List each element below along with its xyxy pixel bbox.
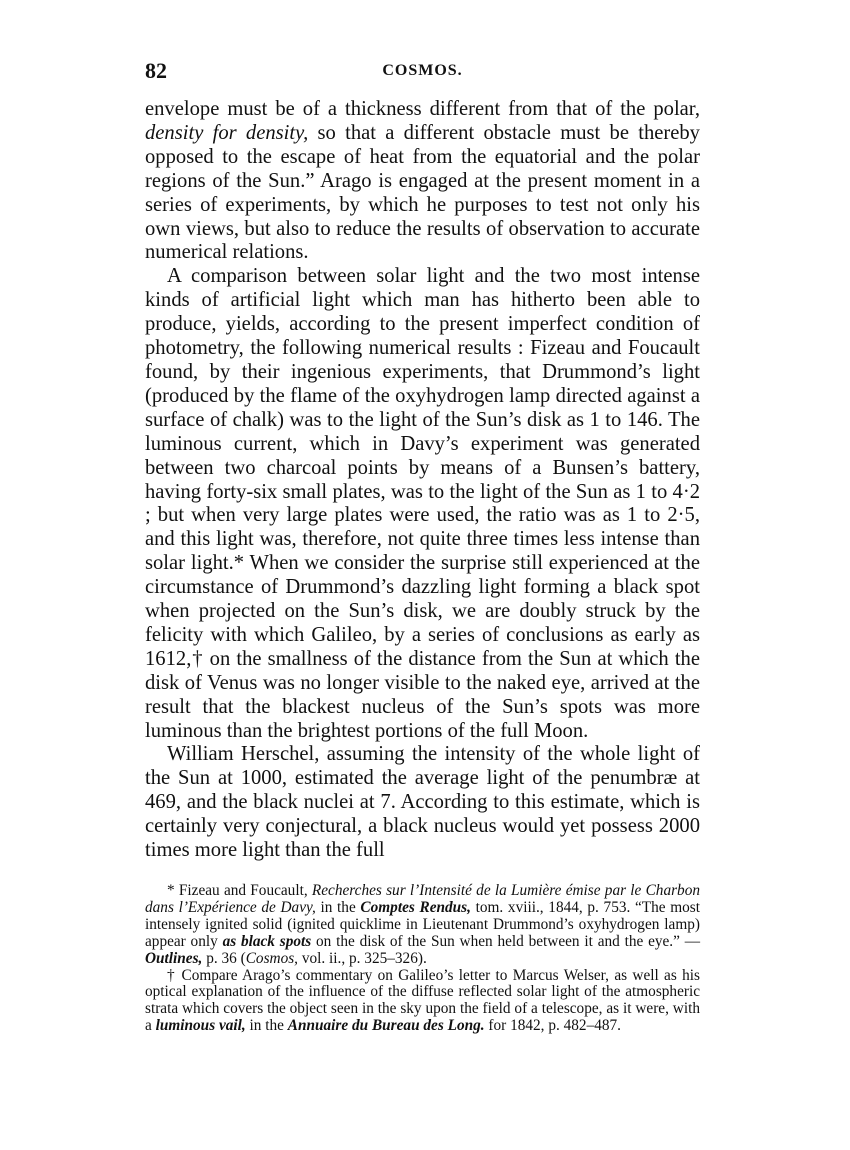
footnote-1-italic-e: Cosmos, bbox=[245, 949, 299, 967]
paragraph-1-italic: density for density, bbox=[145, 121, 309, 144]
footnote-1-text-b: in the bbox=[315, 898, 361, 916]
footnote-2-text-a: † Compare Arago’s commentary on Galileo’s letter to Marcus Welser, as well as his optical explanation of the influence of the diffuse reflected solar light of the atmospheric strata which covers the object seen in the sky upon the field of a telescope, as it were, with a bbox=[145, 966, 700, 1035]
footnote-1-italic-c: as black spots bbox=[222, 932, 312, 950]
footnote-2-italic-a: luminous vail, bbox=[155, 1017, 246, 1035]
paragraph-1 bbox=[145, 98, 700, 265]
footnote-1-text-e: p. 36 ( bbox=[202, 949, 246, 967]
page-number: 82 bbox=[145, 58, 167, 83]
footnote-1-italic-d: Outlines, bbox=[145, 949, 203, 967]
footnote-dagger bbox=[145, 968, 700, 1036]
paragraph-1-text-b: so that a different obstacle must be thereby opposed to the escape of heat from the equatorial and the polar regions of the Sun.” Arago is engaged at the present moment in a series of experiments, by which he purposes to test not only his own views, but also to reduce the results of observation to accurate numerical relations. bbox=[145, 121, 700, 264]
page-header bbox=[145, 58, 700, 82]
footnote-1-text-c: tom. xviii., 1844, p. 753. “The most intensely ignited solid (ignited quicklime in Lieutenant Drummond’s oxyhydrogen lamp) appear only bbox=[145, 898, 701, 950]
footnote-2-italic-b: Annuaire du Bureau des Long. bbox=[287, 1017, 485, 1035]
main-text bbox=[145, 98, 700, 863]
footnote-1-text-a: * Fizeau and Foucault, bbox=[167, 882, 312, 899]
footnote-asterisk bbox=[145, 883, 700, 968]
running-title: COSMOS. bbox=[382, 62, 463, 79]
footnotes bbox=[145, 883, 700, 1035]
footnote-2-text-c: for 1842, p. 482–487. bbox=[484, 1017, 621, 1035]
footnote-1-italic-b: Comptes Rendus, bbox=[360, 898, 471, 916]
paragraph-1-text-a: envelope must be of a thickness different from that of the polar, bbox=[145, 98, 700, 120]
paragraph-2: A comparison between solar light and the two most intense kinds of artificial light which man has hitherto been able to produce, yields, according to the present imperfect condition of photometry, the following numerical results : Fizeau and Foucault found, by their ingenious experiments, that Drummond’s light (produced by the flame of the oxyhydrogen lamp directed against a surface of chalk) was to the light of the Sun’s disk as 1 to 146. The luminous current, which in Davy’s experiment was generated between two charcoal points by means of a Bunsen’s battery, having forty-six small plates, was to the light of the Sun as 1 to 4·2 ; but when very large plates were used, the ratio was as 1 to 2·5, and this light was, therefore, not quite three times less intense than solar light.* When we consider the surprise still experienced at the circumstance of Drummond’s dazzling light forming a black spot when projected on the Sun’s disk, we are doubly struck by the felicity with which Galileo, by a series of conclusions as early as 1612,† on the smallness of the distance from the Sun at which the disk of Venus was no longer visible to the naked eye, arrived at the result that the blackest nucleus of the Sun’s spots was more luminous than the brightest portions of the full Moon. bbox=[145, 265, 700, 742]
paragraph-3: William Herschel, assuming the intensity of the whole light of the Sun at 1000, estimated the average light of the penumbræ at 469, and the black nuclei at 7. According to this estimate, which is certainly very conjectural, a black nucleus would yet possess 2000 times more light than the full bbox=[145, 743, 700, 862]
footnote-1-italic-a: Recherches sur l’Intensité de la Lumière émise par le Charbon dans l’Expérience de Davy, bbox=[145, 882, 700, 916]
footnote-2-text-b: in the bbox=[245, 1017, 288, 1035]
footnote-1-text-f: vol. ii., p. 325–326). bbox=[298, 949, 427, 967]
footnote-1-text-d: on the disk of the Sun when held between it and the eye.” — bbox=[311, 932, 701, 950]
